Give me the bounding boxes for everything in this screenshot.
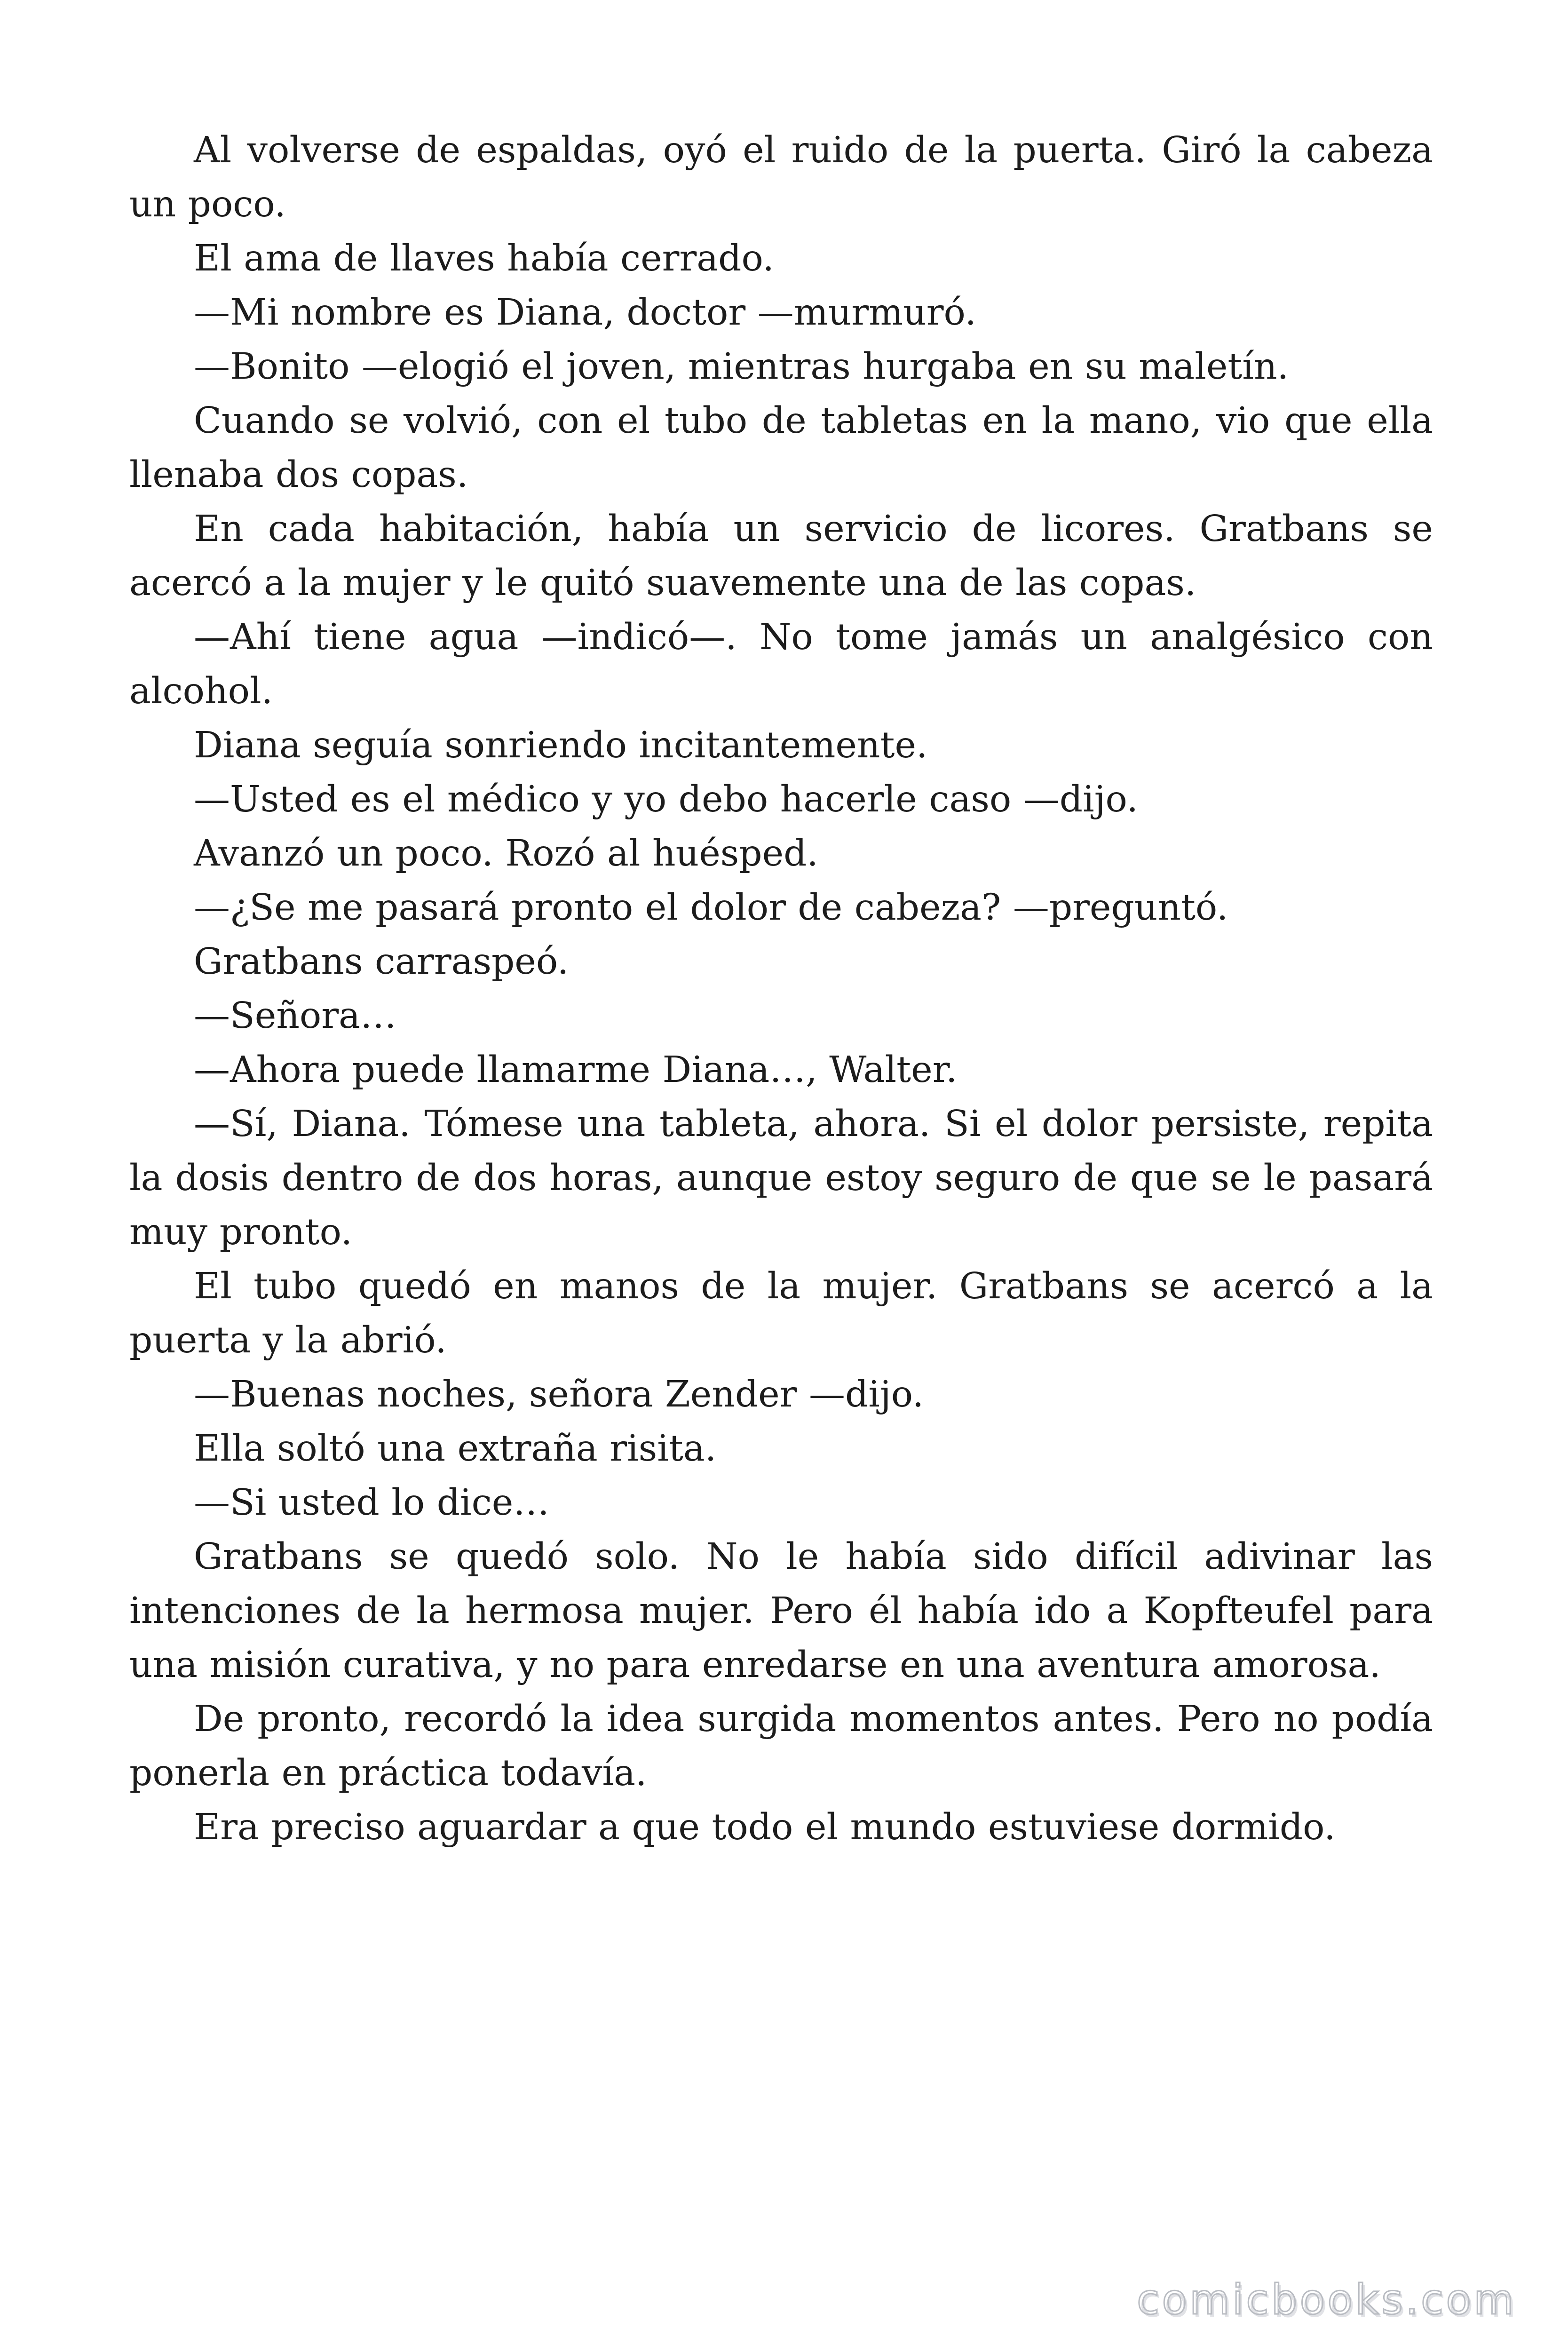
paragraph: —Ahora puede llamarme Diana…, Walter. (194, 1049, 958, 1091)
paragraph: —Señora… (194, 995, 396, 1037)
paragraph: Era preciso aguardar a que todo el mundo estuviese dormido. (194, 1806, 1336, 1848)
paragraph: Ella soltó una extraña risita. (194, 1428, 717, 1470)
paragraph: En cada habitación, había un servicio de licores. Gratbans se acercó a la mujer y le quitó suavemente una de las copas. (129, 508, 1433, 604)
paragraph: De pronto, recordó la idea surgida momentos antes. Pero no podía ponerla en práctica todavía. (129, 1698, 1433, 1794)
watermark-logo: comicbooks.com (1136, 2275, 1516, 2324)
paragraph: —Buenas noches, señora Zender —dijo. (194, 1374, 924, 1415)
paragraph: —¿Se me pasará pronto el dolor de cabeza? —preguntó. (194, 887, 1228, 929)
paragraph: Al volverse de espaldas, oyó el ruido de la puerta. Giró la cabeza un poco. (129, 129, 1433, 225)
paragraph: El ama de llaves había cerrado. (194, 238, 774, 279)
paragraph: Gratbans se quedó solo. No le había sido difícil adivinar las intenciones de la hermosa mujer. Pero él había ido a Kopfteufel para una misión curativa, y no para enredarse en una aventura amorosa. (129, 1536, 1433, 1686)
paragraph: Cuando se volvió, con el tubo de tabletas en la mano, vio que ella llenaba dos copas. (129, 400, 1433, 496)
paragraph: Gratbans carraspeó. (194, 941, 569, 983)
paragraph: —Bonito —elogió el joven, mientras hurgaba en su maletín. (194, 346, 1289, 388)
paragraph: —Ahí tiene agua —indicó—. No tome jamás un analgésico con alcohol. (129, 616, 1433, 712)
paragraph: —Mi nombre es Diana, doctor —murmuró. (194, 292, 976, 334)
paragraph: —Si usted lo dice… (194, 1482, 550, 1524)
paragraph: El tubo quedó en manos de la mujer. Gratbans se acercó a la puerta y la abrió. (129, 1265, 1433, 1361)
page-text-body (129, 123, 1433, 1854)
paragraph: —Usted es el médico y yo debo hacerle caso —dijo. (194, 779, 1138, 820)
paragraph: Avanzó un poco. Rozó al huésped. (194, 833, 818, 874)
paragraph: Diana seguía sonriendo incitantemente. (194, 724, 928, 766)
paragraph: —Sí, Diana. Tómese una tableta, ahora. Si el dolor persiste, repita la dosis dentro de dos horas, aunque estoy seguro de que se le pasará muy pronto. (129, 1103, 1433, 1253)
